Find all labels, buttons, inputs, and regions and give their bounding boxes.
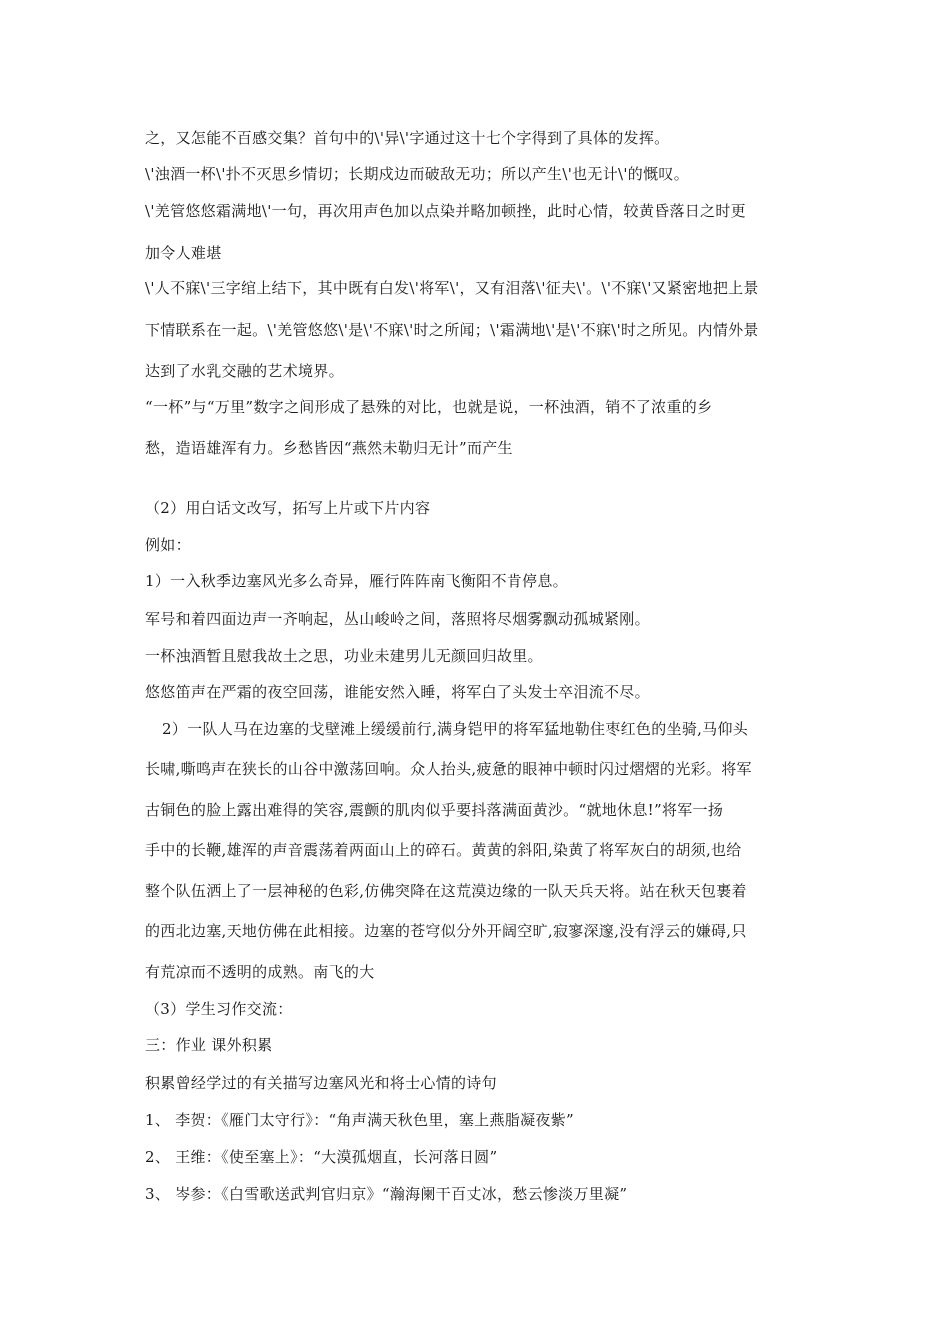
section-heading: （2）用白话文改写，拓写上片或下片内容 (145, 499, 431, 517)
paragraph-line: 的西北边塞,天地仿佛在此相接。边塞的苍穹似分外开阔空旷,寂寥深邃,没有浮云的嫌碍,只 (145, 922, 747, 940)
section-heading: （3）学生习作交流： (145, 1000, 293, 1018)
paragraph-line: \'人不寐\'三字绾上结下，其中既有白发\'将军\'，又有泪落\'征夫\'。\'不寐\'又紧密地把上景 (145, 279, 759, 297)
paragraph-line: 愁，造语雄浑有力。乡愁皆因“燕然未勒归无计”而产生 (145, 439, 513, 457)
paragraph-line: 之，又怎能不百感交集？首句中的\'异\'字通过这十七个字得到了具体的发挥。 (145, 129, 670, 147)
paragraph-line: \'浊酒一杯\'扑不灭思乡情切；长期戍边而破敌无功；所以产生\'也无计\'的慨叹。 (145, 165, 690, 183)
paragraph-line: 1）一入秋季边塞风光多么奇异，雁行阵阵南飞衡阳不肯停息。 (145, 572, 568, 590)
paragraph-line: 整个队伍洒上了一层神秘的色彩,仿佛突降在这荒漠边缘的一队天兵天将。站在秋天包裹着 (145, 882, 747, 900)
paragraph-line: 达到了水乳交融的艺术境界。 (145, 362, 344, 380)
paragraph-line: 下情联系在一起。\'羌管悠悠\'是\'不寐\'时之所闻；\'霜满地\'是\'不寐\'时之所见。内情外景 (145, 321, 759, 339)
paragraph-line: 手中的长鞭,雄浑的声音震荡着两面山上的碎石。黄黄的斜阳,染黄了将军灰白的胡须,也给 (145, 841, 742, 859)
paragraph-line: 一杯浊酒暂且慰我故土之思，功业未建男儿无颜回归故里。 (145, 647, 543, 665)
paragraph-line: 例如： (145, 536, 191, 554)
paragraph-line: 2）一队人马在边塞的戈壁滩上缓缓前行,满身铠甲的将军猛地勒住枣红色的坐骑,马仰头 (162, 720, 749, 738)
paragraph-line: 悠悠笛声在严霜的夜空回荡，谁能安然入睡，将军白了头发士卒泪流不尽。 (145, 683, 650, 701)
paragraph-line: 军号和着四面边声一齐响起，丛山峻岭之间，落照将尽烟雾飘动孤城紧刚。 (145, 610, 650, 628)
paragraph-line: 有荒凉而不透明的成熟。南飞的大 (145, 963, 375, 981)
paragraph-line: 加令人难堪 (145, 244, 222, 262)
paragraph-line: 古铜色的脸上露出难得的笑容,震颤的肌肉似乎要抖落满面黄沙。“就地休息!”将军一扬 (145, 801, 724, 819)
paragraph-line: “一杯”与“万里”数字之间形成了悬殊的对比，也就是说，一杯浊酒，销不了浓重的乡 (145, 398, 713, 416)
list-item: 2、 王维：《使至塞上》：“大漠孤烟直，长河落日圆” (145, 1148, 498, 1166)
paragraph-line: 积累曾经学过的有关描写边塞风光和将士心情的诗句 (145, 1074, 497, 1092)
list-item: 1、 李贺：《雁门太守行》：“角声满天秋色里，塞上燕脂凝夜紫” (145, 1111, 574, 1129)
paragraph-line: 长啸,嘶鸣声在狭长的山谷中激荡回响。众人抬头,疲惫的眼神中顿时闪过熠熠的光彩。将军 (145, 760, 752, 778)
paragraph-line: \'羌管悠悠霜满地\'一句，再次用声色加以点染并略加顿挫，此时心情，较黄昏落日之时更 (145, 202, 746, 220)
list-item: 3、 岑参：《白雪歌送武判官归京》“瀚海阑干百丈冰，愁云惨淡万里凝” (145, 1185, 628, 1203)
section-heading: 三：作业 课外积累 (145, 1036, 273, 1054)
